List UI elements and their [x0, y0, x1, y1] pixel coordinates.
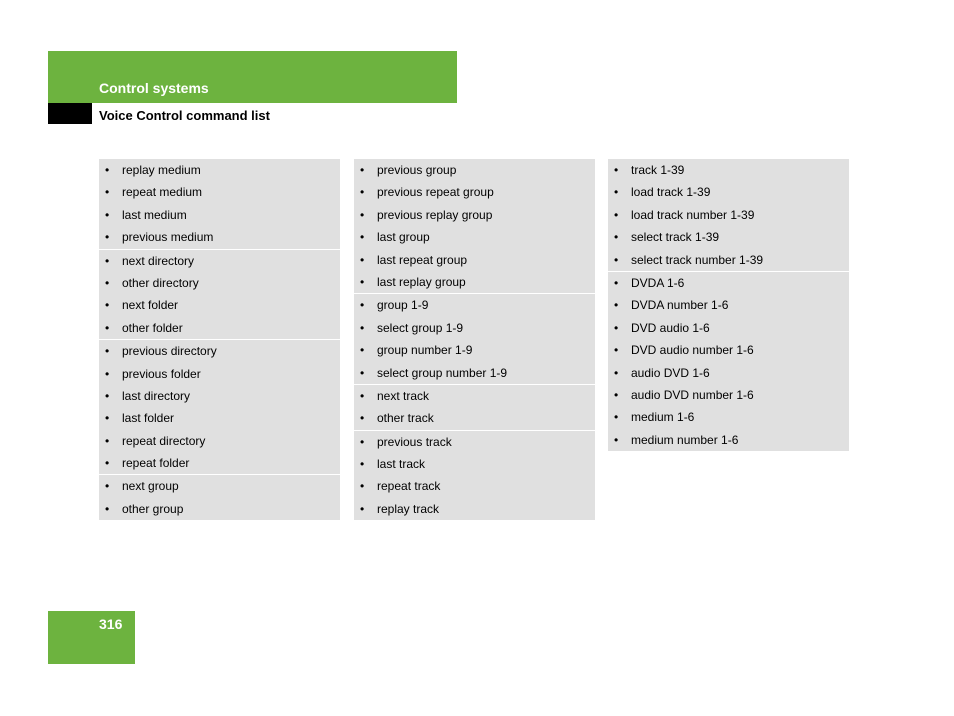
- bullet-icon: •: [614, 230, 619, 245]
- command-text: replay medium: [122, 163, 201, 177]
- list-item: [608, 339, 849, 361]
- command-text: previous repeat group: [377, 185, 494, 200]
- list-item: [354, 498, 595, 520]
- command-text: group 1-9: [377, 298, 429, 313]
- command-group: [99, 474, 340, 520]
- bullet-icon: •: [614, 320, 619, 335]
- list-item: [354, 475, 595, 497]
- list-item: [608, 362, 849, 384]
- command-text: replay track: [377, 501, 440, 516]
- command-text: next track: [377, 388, 430, 403]
- list-item: [354, 159, 595, 181]
- command-group: [608, 159, 849, 271]
- bullet-icon: •: [360, 365, 365, 380]
- list-item: [608, 159, 849, 181]
- bullet-icon: •: [614, 298, 619, 313]
- list-item: [354, 407, 595, 429]
- command-text: select group 1-9: [377, 320, 464, 335]
- list-item: [354, 431, 595, 453]
- command-group: [354, 293, 595, 384]
- list-item: [608, 384, 849, 406]
- bullet-icon: •: [105, 275, 110, 290]
- command-text: DVDA number 1-6: [631, 298, 729, 313]
- bullet-icon: •: [614, 185, 619, 200]
- list-item: [608, 317, 849, 339]
- bullet-icon: •: [105, 501, 110, 516]
- bullet-icon: •: [105, 207, 110, 222]
- bullet-icon: •: [105, 320, 110, 335]
- bullet-icon: •: [360, 298, 365, 313]
- list-item: [99, 498, 340, 520]
- command-group: [608, 271, 849, 451]
- command-text: medium number 1-6: [631, 432, 739, 447]
- bullet-icon: •: [360, 388, 365, 403]
- command-text: other track: [377, 411, 434, 426]
- command-text: previous medium: [122, 230, 214, 245]
- command-text: DVD audio number 1-6: [631, 343, 754, 358]
- bullet-icon: •: [360, 207, 365, 222]
- command-text: repeat folder: [122, 456, 190, 471]
- list-item: [608, 249, 849, 271]
- bullet-icon: •: [614, 207, 619, 222]
- command-text: medium 1-6: [631, 410, 695, 425]
- list-item: [608, 406, 849, 428]
- list-item: [608, 181, 849, 203]
- list-item: [354, 249, 595, 271]
- command-group: [99, 339, 340, 474]
- command-text: repeat medium: [122, 185, 203, 200]
- bullet-icon: •: [360, 252, 365, 267]
- command-text: DVD audio 1-6: [631, 320, 710, 335]
- list-item: [608, 429, 849, 451]
- list-item: [354, 317, 595, 339]
- list-item: [608, 294, 849, 316]
- list-item: [354, 294, 595, 316]
- command-text: last directory: [122, 388, 191, 403]
- list-item: [354, 362, 595, 384]
- command-text: repeat track: [377, 479, 441, 494]
- command-text: previous replay group: [377, 207, 493, 222]
- bullet-icon: •: [105, 456, 110, 471]
- bullet-icon: •: [360, 434, 365, 449]
- command-text: repeat directory: [122, 433, 206, 448]
- list-item: [354, 226, 595, 248]
- list-item: [99, 250, 340, 272]
- bullet-icon: •: [105, 185, 110, 200]
- list-item: [99, 430, 340, 452]
- bullet-icon: •: [105, 479, 110, 494]
- command-text: last folder: [122, 411, 175, 426]
- list-item: [608, 272, 849, 294]
- list-item: [354, 204, 595, 226]
- command-text: other directory: [122, 275, 199, 290]
- list-item: [354, 339, 595, 361]
- bullet-icon: •: [614, 163, 619, 177]
- bullet-icon: •: [360, 230, 365, 245]
- command-text: last track: [377, 457, 426, 472]
- bullet-icon: •: [614, 387, 619, 402]
- command-text: select track 1-39: [631, 230, 720, 245]
- command-text: audio DVD 1-6: [631, 365, 710, 380]
- command-column-1: [99, 159, 340, 520]
- command-text: last repeat group: [377, 252, 468, 267]
- list-item: [99, 407, 340, 429]
- section-title: Control systems: [99, 80, 209, 96]
- command-text: load track number 1-39: [631, 207, 755, 222]
- bullet-icon: •: [105, 433, 110, 448]
- command-group: [99, 159, 340, 249]
- command-text: select track number 1-39: [631, 252, 764, 267]
- command-text: select group number 1-9: [377, 365, 508, 380]
- list-item: [354, 271, 595, 293]
- bullet-icon: •: [614, 252, 619, 267]
- list-item: [99, 181, 340, 203]
- bullet-icon: •: [360, 163, 365, 177]
- command-text: group number 1-9: [377, 343, 473, 358]
- list-item: [99, 475, 340, 497]
- bullet-icon: •: [360, 457, 365, 472]
- command-text: previous folder: [122, 366, 201, 381]
- command-column-3: [608, 159, 849, 451]
- command-text: previous group: [377, 163, 457, 177]
- command-text: next directory: [122, 253, 195, 268]
- bullet-icon: •: [360, 274, 365, 289]
- list-item: [99, 159, 340, 181]
- list-item: [99, 294, 340, 316]
- list-item: [99, 340, 340, 362]
- list-item: [99, 452, 340, 474]
- list-item: [99, 204, 340, 226]
- list-item: [608, 226, 849, 248]
- bullet-icon: •: [614, 275, 619, 290]
- command-text: load track 1-39: [631, 185, 711, 200]
- command-text: audio DVD number 1-6: [631, 387, 754, 402]
- page-number: 316: [99, 616, 123, 632]
- command-text: previous track: [377, 434, 452, 449]
- command-text: other folder: [122, 320, 183, 335]
- bullet-icon: •: [105, 298, 110, 313]
- bullet-icon: •: [105, 411, 110, 426]
- command-column-2: [354, 159, 595, 520]
- command-text: last group: [377, 230, 430, 245]
- command-text: track 1-39: [631, 163, 685, 177]
- list-item: [608, 204, 849, 226]
- bullet-icon: •: [105, 388, 110, 403]
- command-group: [354, 384, 595, 430]
- command-group: [354, 430, 595, 521]
- bullet-icon: •: [105, 344, 110, 359]
- command-text: last medium: [122, 207, 187, 222]
- section-marker: [48, 103, 92, 124]
- subsection-title: Voice Control command list: [99, 108, 270, 123]
- bullet-icon: •: [360, 343, 365, 358]
- command-group: [99, 249, 340, 340]
- list-item: [354, 385, 595, 407]
- command-text: next folder: [122, 298, 179, 313]
- list-item: [99, 272, 340, 294]
- command-group: [354, 159, 595, 293]
- command-text: previous directory: [122, 344, 217, 359]
- bullet-icon: •: [360, 185, 365, 200]
- bullet-icon: •: [614, 343, 619, 358]
- bullet-icon: •: [614, 432, 619, 447]
- list-item: [99, 317, 340, 339]
- bullet-icon: •: [105, 230, 110, 245]
- list-item: [99, 363, 340, 385]
- command-text: last replay group: [377, 274, 466, 289]
- command-text: other group: [122, 501, 184, 516]
- command-text: DVDA 1-6: [631, 275, 685, 290]
- bullet-icon: •: [105, 253, 110, 268]
- command-text: next group: [122, 479, 179, 494]
- bullet-icon: •: [614, 410, 619, 425]
- list-item: [354, 181, 595, 203]
- bullet-icon: •: [105, 366, 110, 381]
- bullet-icon: •: [105, 163, 110, 177]
- bullet-icon: •: [360, 501, 365, 516]
- list-item: [354, 453, 595, 475]
- list-item: [99, 226, 340, 248]
- list-item: [99, 385, 340, 407]
- bullet-icon: •: [360, 320, 365, 335]
- bullet-icon: •: [614, 365, 619, 380]
- bullet-icon: •: [360, 479, 365, 494]
- bullet-icon: •: [360, 411, 365, 426]
